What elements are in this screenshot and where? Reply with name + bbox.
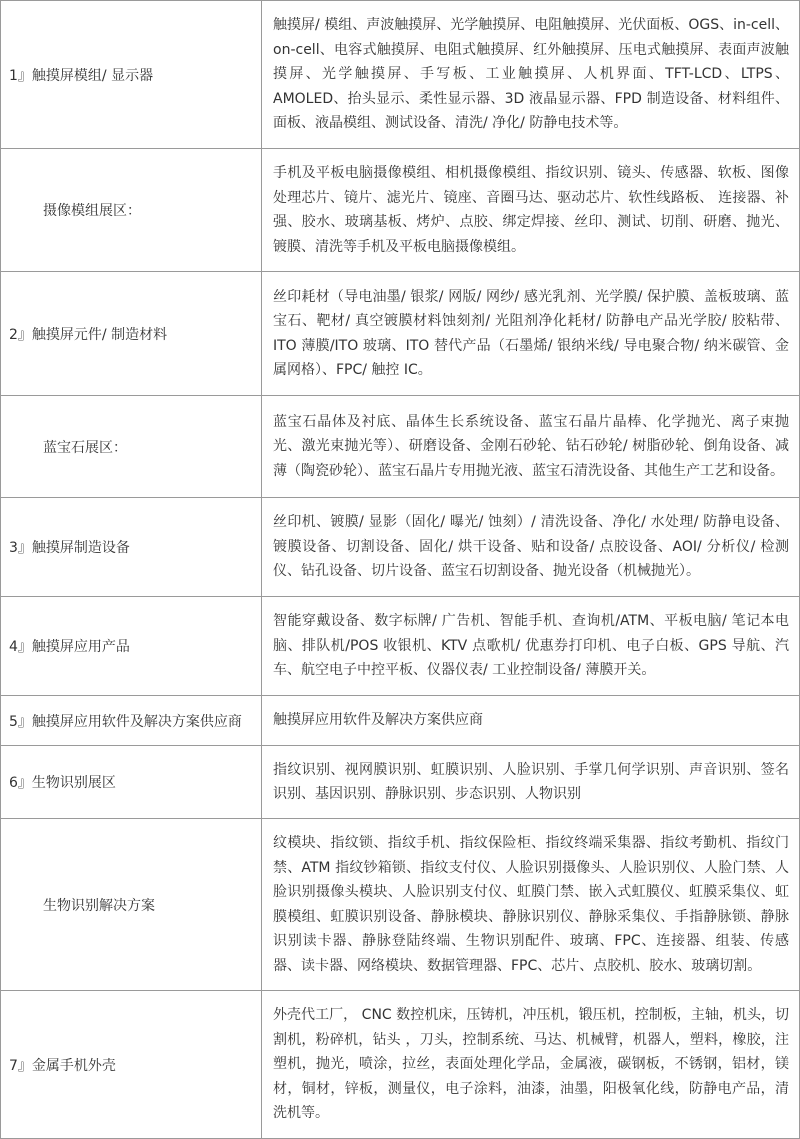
table-row [1, 819, 800, 991]
category-cell: 1』触摸屏模组/ 显示器 [1, 1, 262, 149]
description-cell: 智能穿戴设备、数字标牌/ 广告机、智能手机、查询机/ATM、平板电脑/ 笔记本电脑、排队机/POS 收银机、KTV 点歌机/ 优惠券打印机、电子白板、GPS 导航、汽车、航空电子中控平板、仪器仪表/ 工业控制设备/ 薄膜开关。 [262, 597, 800, 696]
table-row [1, 696, 800, 746]
description-cell: 外壳代工厂， CNC 数控机床，压铸机，冲压机，锻压机，控制板，主轴，机头，切割机，粉碎机，钻头 ，刀头，控制系统、马达、机械臂，机器人，塑料，橡胶，注塑机，抛光，喷涂，拉丝，表面处理化学品，金属液，碳钢板，不锈钢，铝材，镁材，铜材，锌板，测量仪，电子涂料，油漆，油墨，阳极氧化线，防静电产品，清洗机等。 [262, 991, 800, 1139]
table-row [1, 1, 800, 149]
category-cell: 5』触摸屏应用软件及解决方案供应商 [1, 696, 262, 746]
table-row [1, 991, 800, 1139]
description-cell: 丝印耗材（导电油墨/ 银浆/ 网版/ 网纱/ 感光乳剂、光学膜/ 保护膜、盖板玻璃、蓝宝石、靶材/ 真空镀膜材料蚀刻剂/ 光阻剂净化耗材/ 防静电产品光学胶/ 胶粘带、ITO 薄膜/ITO 玻璃、ITO 替代产品（石墨烯/ 银纳米线/ 导电聚合物/ 纳米碳管、金属网格）、FPC/ 触控 IC。 [262, 272, 800, 396]
table-row [1, 149, 800, 272]
table-row [1, 396, 800, 498]
description-cell: 蓝宝石晶体及衬底、晶体生长系统设备、蓝宝石晶片晶棒、化学抛光、离子束抛光、激光束抛光等）、研磨设备、金刚石砂轮、钻石砂轮/ 树脂砂轮、倒角设备、减薄（陶瓷砂轮）、蓝宝石晶片专用抛光液、蓝宝石清洗设备、其他生产工艺和设备。 [262, 396, 800, 498]
description-cell: 触摸屏应用软件及解决方案供应商 [262, 696, 800, 746]
description-cell: 指纹识别、视网膜识别、虹膜识别、人脸识别、手掌几何学识别、声音识别、签名识别、基因识别、静脉识别、步态识别、人物识别 [262, 746, 800, 819]
table-row [1, 746, 800, 819]
category-cell: 生物识别解决方案 [1, 819, 262, 991]
category-cell: 4』触摸屏应用产品 [1, 597, 262, 696]
description-cell: 手机及平板电脑摄像模组、相机摄像模组、指纹识别、镜头、传感器、软板、图像处理芯片、镜片、滤光片、镜座、音圈马达、驱动芯片、软性线路板、 连接器、补强、胶水、玻璃基板、烤炉、点胶、绑定焊接、丝印、测试、切削、研磨、抛光、镀膜、清洗等手机及平板电脑摄像模组。 [262, 149, 800, 272]
table-row [1, 272, 800, 396]
category-cell: 摄像模组展区： [1, 149, 262, 272]
category-cell: 6』生物识别展区 [1, 746, 262, 819]
table-row [1, 498, 800, 597]
category-cell: 7』金属手机外壳 [1, 991, 262, 1139]
description-cell: 纹模块、指纹锁、指纹手机、指纹保险柜、指纹终端采集器、指纹考勤机、指纹门禁、ATM 指纹钞箱锁、指纹支付仪、人脸识别摄像头、人脸识别仪、人脸门禁、人脸识别摄像头模块、人脸识别支付仪、虹膜门禁、嵌入式虹膜仪、虹膜采集仪、虹膜模组、虹膜识别设备、静脉模块、静脉识别仪、静脉采集仪、手指静脉锁、静脉识别读卡器、静脉登陆终端、生物识别配件、玻璃、FPC、连接器、组装、传感器、读卡器、网络模块、数据管理器、FPC、芯片、点胶机、胶水、玻璃切割。 [262, 819, 800, 991]
category-cell: 蓝宝石展区： [1, 396, 262, 498]
description-cell: 触摸屏/ 模组、声波触摸屏、光学触摸屏、电阻触摸屏、光伏面板、OGS、in-cell、on-cell、电容式触摸屏、电阻式触摸屏、红外触摸屏、压电式触摸屏、表面声波触摸屏、光学触摸屏、手写板、工业触摸屏、人机界面、TFT-LCD、LTPS、AMOLED、抬头显示、柔性显示器、3D 液晶显示器、FPD 制造设备、材料组件、面板、液晶模组、测试设备、清洗/ 净化/ 防静电技术等。 [262, 1, 800, 149]
table-row [1, 597, 800, 696]
category-cell: 3』触摸屏制造设备 [1, 498, 262, 597]
category-cell: 2』触摸屏元件/ 制造材料 [1, 272, 262, 396]
description-cell: 丝印机、镀膜/ 显影（固化/ 曝光/ 蚀刻）/ 清洗设备、净化/ 水处理/ 防静电设备、镀膜设备、切割设备、固化/ 烘干设备、贴和设备/ 点胶设备、AOI/ 分析仪/ 检测仪、钻孔设备、切片设备、蓝宝石切割设备、抛光设备（机械抛光）。 [262, 498, 800, 597]
